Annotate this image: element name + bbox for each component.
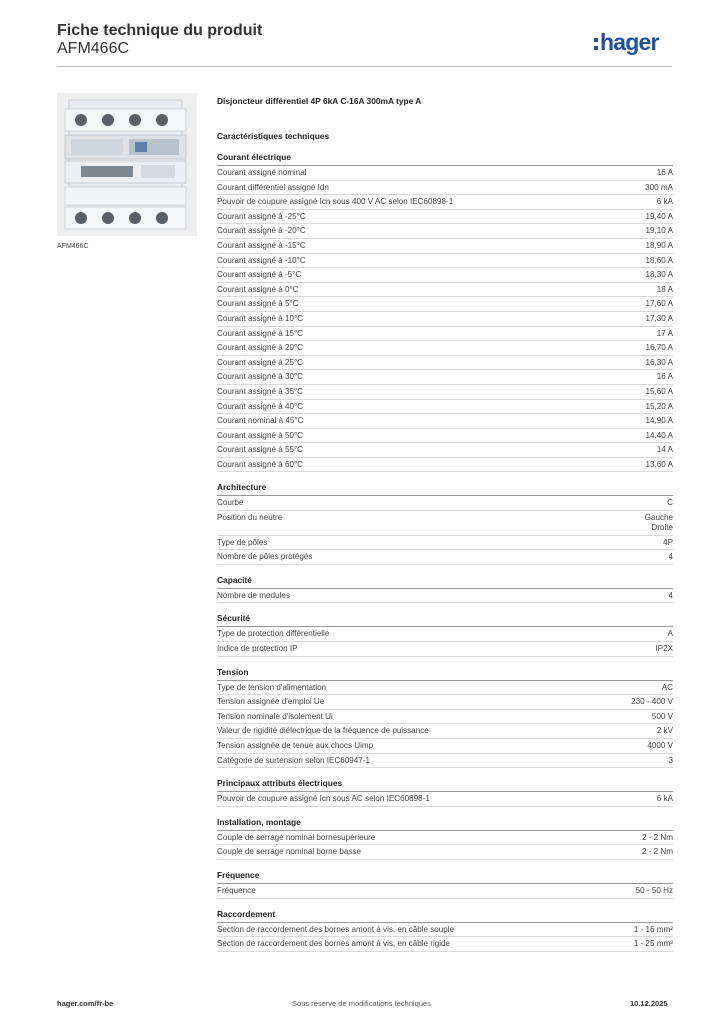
spec-value: A	[667, 629, 673, 639]
spec-value: 14,90 A	[645, 416, 673, 426]
spec-label: Nombre de pôles protégés	[217, 552, 313, 562]
spec-value: IP2X	[655, 644, 673, 654]
spec-row	[217, 923, 673, 938]
spec-section	[217, 817, 673, 860]
spec-section	[217, 575, 673, 604]
spec-section	[217, 870, 673, 899]
spec-row	[217, 884, 673, 899]
spec-row	[217, 400, 673, 415]
spec-label: Couple de serrage nominal bornesupérieure	[217, 832, 376, 842]
hager-logo	[594, 27, 659, 57]
spec-value: 18,90 A	[645, 240, 673, 250]
spec-value: 16 A	[656, 372, 673, 382]
spec-row	[217, 724, 673, 739]
spec-row	[217, 589, 673, 604]
spec-value: 17,30 A	[645, 313, 673, 323]
spec-value: 14,40 A	[645, 430, 673, 440]
spec-row	[217, 283, 673, 298]
spec-label: Tension nominale d'isolement Ui	[217, 711, 333, 721]
spec-value: 50 - 50 Hz	[635, 885, 673, 895]
spec-label: Courant assigné à 15°C	[217, 328, 304, 338]
spec-row	[217, 536, 673, 551]
spec-row	[217, 254, 673, 269]
spec-label: Type de protection différentielle	[217, 629, 330, 639]
spec-value: 16,70 A	[645, 343, 673, 353]
spec-row	[217, 739, 673, 754]
footer-disclaimer: Sous réserve de modifications techniques	[292, 999, 431, 1008]
spec-value: 3	[668, 755, 673, 765]
spec-label: Courant assigné à 35°C	[217, 386, 304, 396]
spec-value: AC	[661, 682, 673, 692]
spec-section	[217, 613, 673, 656]
image-caption: AFM466C	[57, 243, 89, 250]
spec-value: 16,30 A	[645, 357, 673, 367]
spec-value: 6 kA	[656, 794, 673, 804]
spec-label: Courant nominal à 45°C	[217, 416, 304, 426]
product-description: Disjoncteur différentiel 4P 6kA C-16A 300mA type A	[217, 96, 422, 106]
spec-label: Section de raccordement des bornes amont à vis, en câble rigide	[217, 939, 451, 949]
spec-value: 17 A	[656, 328, 673, 338]
spec-value: 1 - 16 mm²	[633, 924, 673, 934]
spec-row	[217, 496, 673, 511]
spec-row	[217, 297, 673, 312]
spec-value: 18 A	[656, 284, 673, 294]
spec-label: Position du neutre	[217, 513, 283, 523]
spec-label: Courant assigné à -25°C	[217, 211, 306, 221]
spec-label: Courant assigné à 0°C	[217, 284, 299, 294]
spec-label: Courant assigné à 30°C	[217, 372, 304, 382]
spec-label: Pouvoir de coupure assigné Icn sous AC selon IEC60898-1	[217, 794, 430, 804]
spec-label: Courant assigné à 10°C	[217, 313, 304, 323]
logo-dots-icon	[594, 38, 598, 50]
spec-value: 230 - 400 V	[631, 697, 673, 707]
spec-row	[217, 166, 673, 181]
spec-label: Courant assigné à -15°C	[217, 240, 306, 250]
section-title: Installation, montage	[217, 817, 673, 831]
spec-sections	[217, 152, 673, 952]
spec-sheet	[217, 94, 673, 962]
spec-row	[217, 550, 673, 565]
spec-label: Pouvoir de coupure assigné Icn sous 400 V AC selon IEC60898-1	[217, 197, 454, 207]
spec-value: 6 kA	[656, 197, 673, 207]
spec-row	[217, 312, 673, 327]
footer-website: hager.com/fr-be	[57, 999, 114, 1008]
spec-row	[217, 195, 673, 210]
spec-value: 13,60 A	[645, 459, 673, 469]
spec-value: 4000 V	[647, 741, 673, 750]
spec-value: 500 V	[651, 711, 673, 721]
spec-row	[217, 210, 673, 225]
spec-row	[217, 627, 673, 642]
spec-row	[217, 385, 673, 400]
spec-value: 1 - 25 mm²	[633, 939, 673, 949]
spec-label: Valeur de rigidité diélectrique de la fréquence de puissance	[217, 726, 429, 736]
circuit-breaker-illustration	[57, 93, 197, 236]
spec-value: 2 kV	[656, 726, 673, 736]
spec-value: 16 A	[656, 168, 673, 177]
spec-value: 2 - 2 Nm	[641, 847, 673, 857]
spec-label: Catégorie de surtension selon IEC60947-1	[217, 755, 370, 765]
spec-row	[217, 370, 673, 385]
spec-row	[217, 831, 673, 846]
spec-row	[217, 458, 673, 473]
spec-row	[217, 754, 673, 769]
spec-label: Section de raccordement des bornes amont à vis, en câble souple	[217, 924, 455, 934]
spec-label: Nombre de modules	[217, 590, 290, 600]
logo-text: hager	[600, 28, 659, 55]
spec-value: Gauche Droite	[644, 513, 673, 533]
spec-label: Courant assigné à 55°C	[217, 445, 304, 455]
spec-row	[217, 792, 673, 807]
section-title: Capacité	[217, 575, 673, 589]
section-title: Tension	[217, 667, 673, 681]
spec-value: 14 A	[656, 445, 673, 455]
spec-value: 19,40 A	[645, 211, 673, 221]
section-title: Raccordement	[217, 909, 673, 923]
spec-row	[217, 356, 673, 371]
spec-label: Courant assigné nominal	[217, 168, 307, 177]
spec-section	[217, 909, 673, 952]
spec-row	[217, 511, 673, 536]
spec-label: Tension assignée de tenue aux chocs Uimp	[217, 741, 374, 750]
spec-value: C	[667, 498, 673, 508]
spec-label: Type de pôles	[217, 537, 268, 547]
spec-label: Courant assigné à 50°C	[217, 430, 304, 440]
spec-label: Courant assigné à -5°C	[217, 270, 302, 280]
spec-value: 15,20 A	[645, 401, 673, 411]
spec-label: Courant assigné à 60°C	[217, 459, 304, 469]
spec-row	[217, 429, 673, 444]
spec-value: 18,60 A	[645, 255, 673, 265]
spec-row	[217, 268, 673, 283]
spec-value: 4	[668, 552, 673, 562]
spec-value: 19,10 A	[645, 226, 673, 236]
footer-date: 10.12.2025	[630, 999, 668, 1008]
spec-section	[217, 152, 673, 472]
section-title: Courant électrique	[217, 152, 673, 166]
spec-row	[217, 181, 673, 196]
spec-section	[217, 778, 673, 807]
spec-row	[217, 341, 673, 356]
header-divider	[57, 66, 672, 67]
spec-label: Type de tension d'alimentation	[217, 682, 327, 692]
section-title: Principaux attributs électriques	[217, 778, 673, 792]
spec-label: Courant différentiel assigné Idn	[217, 182, 329, 192]
spec-value: 4P	[663, 537, 673, 547]
spec-label: Courant assigné à -20°C	[217, 226, 306, 236]
spec-value: 18,30 A	[645, 270, 673, 280]
section-title: Architecture	[217, 482, 673, 496]
spec-row	[217, 695, 673, 710]
spec-row	[217, 681, 673, 696]
spec-value: 17,60 A	[645, 299, 673, 309]
spec-row	[217, 710, 673, 725]
spec-label: Courant assigné à 25°C	[217, 357, 304, 367]
spec-row	[217, 845, 673, 860]
spec-row	[217, 443, 673, 458]
product-image	[57, 93, 197, 236]
spec-value: 2 - 2 Nm	[641, 832, 673, 842]
spec-row	[217, 642, 673, 657]
spec-value: 15,60 A	[645, 386, 673, 396]
tech-characteristics-title: Caractéristiques techniques	[217, 131, 330, 141]
spec-row	[217, 937, 673, 952]
section-title: Sécurité	[217, 613, 673, 627]
spec-label: Courbe	[217, 498, 244, 508]
spec-value: 4	[668, 590, 673, 600]
section-title: Fréquence	[217, 870, 673, 884]
spec-label: Courant assigné à 5°C	[217, 299, 299, 309]
spec-row	[217, 224, 673, 239]
spec-label: Fréquence	[217, 885, 256, 895]
spec-section	[217, 667, 673, 769]
spec-row	[217, 414, 673, 429]
spec-row	[217, 327, 673, 342]
spec-value: 300 mA	[645, 182, 673, 192]
spec-label: Courant assigné à -10°C	[217, 255, 306, 265]
page-title: Fiche technique du produit	[57, 22, 263, 39]
spec-row	[217, 239, 673, 254]
spec-label: Indice de protection IP	[217, 644, 298, 654]
spec-label: Couple de serrage nominal borne basse	[217, 847, 361, 857]
spec-label: Tension assignée d'emploi Ue	[217, 697, 325, 707]
spec-label: Courant assigné à 20°C	[217, 343, 304, 353]
product-reference: AFM466C	[57, 40, 130, 57]
spec-label: Courant assigné à 40°C	[217, 401, 304, 411]
spec-section	[217, 482, 673, 564]
